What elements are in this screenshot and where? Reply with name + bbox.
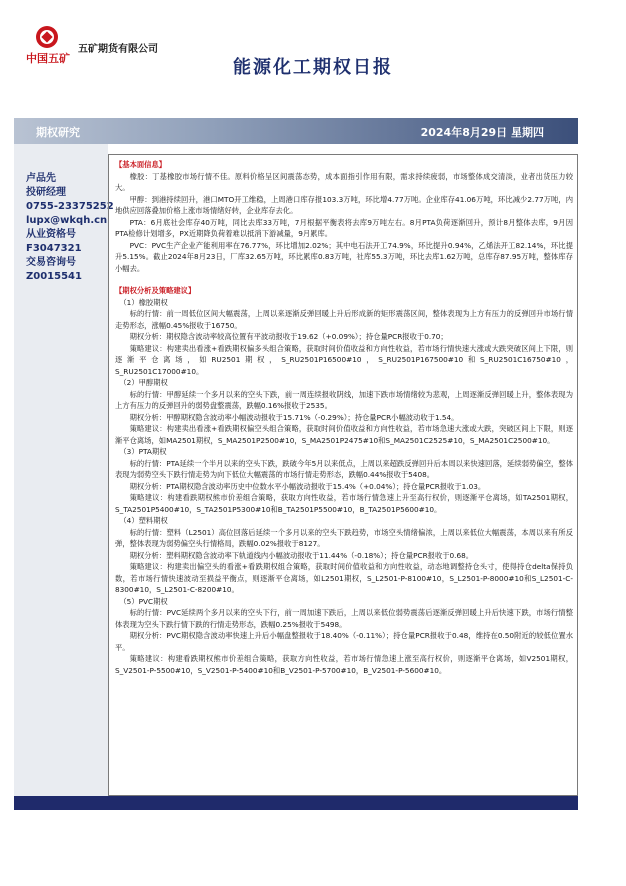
plastic-title: （4）塑料期权 bbox=[119, 516, 168, 525]
rubber-analysis: 期权分析：期权隐含波动率较高位置有平波动报收于19.62（+0.09%）；持仓量PCR报收于0.70； bbox=[129, 332, 448, 341]
pvc-advice: 策略建议：构建看跌期权熊市价差组合策略，获取方向性收益，若市场行情急速上涨至高行权价，则逐渐平仓离场，如V2501期权，S_V2501-P-5500#10，S_V2501-P-5400#10和B_V2501-P-5700#10，B_V2501-P-5600#10。 bbox=[115, 654, 573, 675]
methanol-analysis: 期权分析：甲醇期权隐含波动率小幅波动报收于15.71%（-0.29%）；持仓量PCR小幅波动收于1.54。 bbox=[129, 412, 459, 422]
pvc-analysis: 期权分析：PVC期权隐含波动率快速上升后小幅盘整报收于18.40%（-0.11%）；持仓量PCR报收于0.48，维持在0.50附近的较低位置水平。 bbox=[115, 631, 573, 652]
pvc-market: 标的行情：PVC延续两个多月以来的空头下行，前一周加速下跌后，上周以来低位弱势震荡后逐渐反弹回暖上升后快速下跌，市场行情整体表现为空头下跌行情下跌的行情走势形态，跌幅0.25%报收于5498。 bbox=[115, 608, 573, 629]
qualification-number: F3047321 bbox=[26, 243, 82, 254]
qualification-label: 从业资格号 bbox=[26, 229, 76, 240]
rubber-market: 标的行情：前一周低位区间大幅震荡，上周以来逐渐反弹回暖上升后形成新的矩形震荡区间，整体表现为上方有压力的反弹回升市场行情走势形态，涨幅0.45%报收于16750。 bbox=[115, 309, 573, 330]
rubber-title: （1）橡胶期权 bbox=[119, 297, 168, 307]
basics-pta: PTA：6月底社会库存40万吨，同比去库33万吨，7月根据平衡表将去库9万吨左右。8月PTA负荷逐渐回升，预计8月整体去库，9月因PTA检修计划增多，PX近期降负荷着难以抵消下游减量，9月累库。 bbox=[115, 217, 573, 238]
basics-heading: 【基本面信息】 bbox=[115, 160, 167, 169]
strategy-heading: 【期权分析及策略建议】 bbox=[115, 286, 196, 295]
plastic-market: 标的行情：塑料（L2501）高位回落后延续一个多月以来的空头下跌趋势，市场空头情绪偏浓，上周以来低位大幅震荡，本周以来有所反弹，整体表现为弱势偏空头行情格局，跌幅0.02%报收于8127。 bbox=[115, 527, 573, 548]
pta-market: 标的行情：PTA延续一个半月以来的空头下跌，跌破今年5月以来低点，上周以来超跌反弹回升后本周以来快速回落，延续弱势偏空，整体表现为弱势空头下跌行情走势为向下低位大幅震荡的市场行情走势形态，跌幅0.44%报收于5408。 bbox=[115, 458, 573, 479]
rubber-advice: 策略建议：构建卖出看涨+看跌期权偏多头组合策略，获取时间价值收益和方向性收益，若市场行情快速大涨或大跌突破区间上下限，则逐渐平仓离场，如RU2501期权，S_RU2501P16500#10，S_RU2501P167500#10和S_RU2501C16750#10，S_RU2501C17000#10。 bbox=[115, 343, 573, 376]
report-title: 能源化工期权日报 bbox=[233, 57, 393, 78]
methanol-title: （2）甲醇期权 bbox=[119, 378, 168, 387]
analyst-role: 投研经理 bbox=[26, 187, 66, 198]
banner-category: 期权研究 bbox=[36, 126, 80, 139]
section-banner bbox=[14, 118, 578, 144]
report-content bbox=[108, 154, 578, 796]
methanol-market: 标的行情：甲醇延续一个多月以来的空头下跌，前一周连续报收阴线，加速下跌市场情绪较为悲观，上周逐渐反弹回暖上升，整体表现为上方有压力的反弹回升的弱势盘整震荡，跌幅0.16%报收于2535。 bbox=[115, 389, 573, 410]
analyst-name: 卢品先 bbox=[26, 173, 56, 184]
pta-advice: 策略建议：构建看跌期权熊市价差组合策略，获取方向性收益，若市场行情急速上升至高行权价，则逐渐平仓离场，如TA2501期权，S_TA2501P5400#10，S_TA2501P5300#10和B_TA2501P5500#10，B_TA2501P5600#10。 bbox=[115, 493, 573, 514]
analyst-sidebar bbox=[14, 144, 114, 796]
consult-label: 交易咨询号 bbox=[26, 257, 76, 268]
consult-number: Z0015541 bbox=[26, 271, 82, 282]
basics-methanol: 甲醇：到港持续回升，港口MTO开工维稳，上周港口库存报103.3万吨，环比增4.77万吨。企业库存41.06万吨，环比减少2.77万吨，内地供应回落叠加价格上涨市场情绪好转，企业库存去化。 bbox=[115, 194, 573, 215]
analyst-phone: 0755-23375252 bbox=[26, 201, 114, 212]
banner-date: 2024年8月29日 星期四 bbox=[420, 126, 544, 139]
pvc-title: （5）PVC期权 bbox=[119, 596, 168, 606]
methanol-advice: 策略建议：构建卖出看涨+看跌期权偏空头组合策略，获取时间价值收益和方向性收益，若市场急速大涨或大跌，突破区间上下限，则逐渐平仓离场，如MA2501期权，S_MA2501P2500#10，S_MA2501P2475#10和S_MA2501C2525#10，S_MA2501C2500#10。 bbox=[115, 424, 573, 445]
minmetals-emblem-icon bbox=[36, 26, 58, 48]
analyst-info bbox=[26, 172, 114, 284]
plastic-analysis: 期权分析：塑料期权隐含波动率下轨道线内小幅波动报收于11.44%（-0.18%）；持仓量PCR报收于0.68。 bbox=[129, 550, 474, 560]
pta-title: （3）PTA期权 bbox=[119, 447, 167, 456]
logo-text: 中国五矿 bbox=[26, 52, 70, 65]
analyst-email: lupx@wkqh.cn bbox=[26, 215, 108, 226]
basics-pvc: PVC：PVC生产企业产能利用率在76.77%，环比增加2.02%；其中电石法开工74.9%，环比提升0.94%，乙烯法开工82.14%，环比提升5.15%。截止2024年8月23日，厂库32.65万吨，环比累库0.83万吨，社库55.3万吨，环比去库1.62万吨，总库存87.95万吨，整体库存小幅去。 bbox=[115, 240, 573, 273]
company-name: 五矿期货有限公司 bbox=[78, 44, 158, 55]
pta-analysis: 期权分析：PTA期权隐含波动率历史中位数水平小幅波动报收于15.4%（+0.04%）；持仓量PCR报收于1.03。 bbox=[129, 481, 486, 491]
footer-bar bbox=[14, 796, 578, 810]
plastic-advice: 策略建议：构建卖出偏空头的看涨+看跌期权组合策略，获取时间价值收益和方向性收益，动态地调整持仓头寸，使得持仓delta保持负数，若市场行情快速波动至损益平衡点，则逐渐平仓离场，如L2501期权，S_L2501-P-8100#10，S_L2501-P-8000#10和S_L2501-C-8300#10，S_L2501-C-8200#10。 bbox=[115, 562, 573, 594]
basics-rubber: 橡胶：丁基橡胶市场行情不佳。原料价格呈区间震荡态势，成本面指引作用有限，需求持续疲弱，市场整体成交清淡，业者出货压力较大。 bbox=[115, 171, 573, 192]
